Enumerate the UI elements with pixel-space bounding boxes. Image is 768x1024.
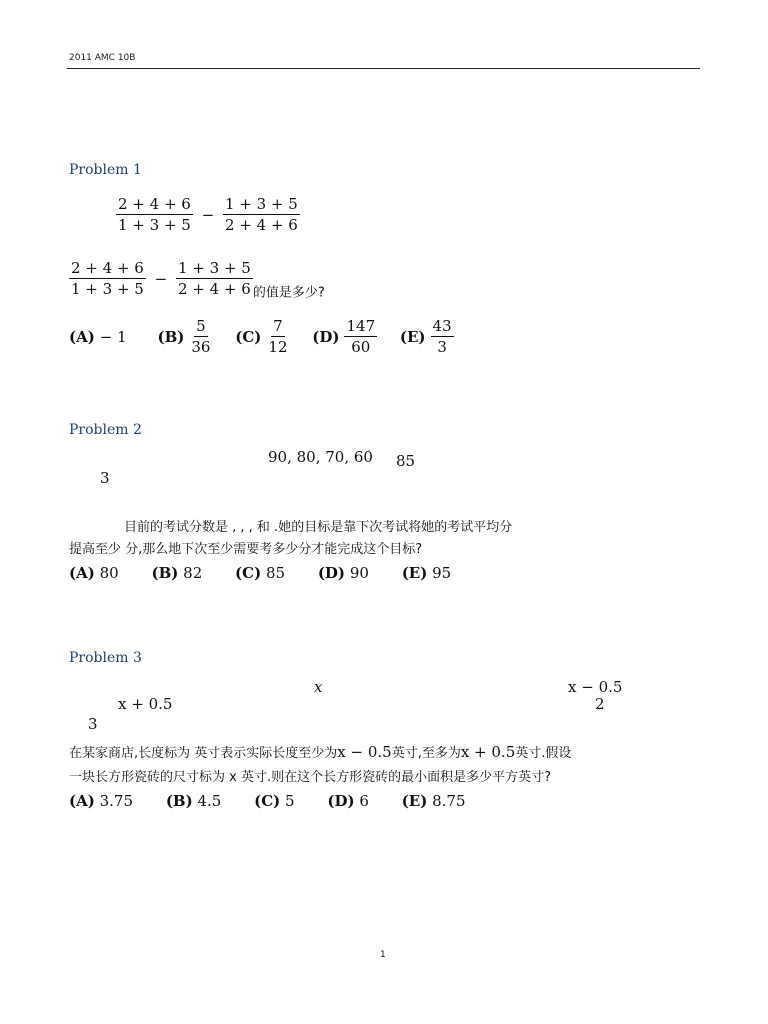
choice-label: (B) [151,564,179,582]
problem-2-target: 85 [396,452,416,470]
math-inline: x + 0.5 [460,743,516,761]
choice-b[interactable] [152,564,203,582]
page-header: 2011 AMC 10B [69,53,136,63]
choice-c[interactable] [235,318,289,355]
choice-label: (A) [69,792,95,810]
denominator: 1 + 3 + 5 [118,216,191,234]
choice-e[interactable] [400,318,454,355]
problem-3-title: Problem 3 [69,650,142,666]
choice-a[interactable] [69,328,127,346]
problem-2-increment: 3 [100,469,110,487]
choice-label: (D) [312,327,340,346]
problem-3-two: 2 [595,695,605,713]
choice-c[interactable] [254,792,294,810]
choice-d[interactable] [327,792,369,810]
denominator: 2 + 4 + 6 [177,280,251,298]
math-inline: x − 0.5 [337,743,392,761]
problem-2-text-line-2: 提高至少 分,那么地下次至少需要考多少分才能完成这个目标? [69,542,423,557]
choice-label: (C) [235,327,262,346]
minus-sign: − [154,269,168,288]
problem-3-text-line-2: 一块长方形瓷砖的尺寸标为 x 英寸.则在这个长方形瓷砖的最小面积是多少平方英寸? [69,770,551,785]
problem-1-question [69,260,325,301]
question-text: 的值是多少? [252,285,325,301]
choice-value: 85 [265,564,286,582]
problem-3-lower-bound: x − 0.5 [568,678,623,696]
choice-b[interactable] [166,792,222,810]
header-rule [67,68,700,69]
problem-3-upper-bound: x + 0.5 [118,695,173,713]
fraction [189,318,212,355]
numerator: 147 [346,317,376,335]
numerator: 2 + 4 + 6 [71,259,144,277]
choice-e[interactable] [402,564,452,582]
choice-value: 82 [183,564,203,582]
denominator: 12 [268,338,288,356]
problem-3-text-line-1 [69,742,571,761]
fraction [266,318,289,355]
choice-label: (A) [69,564,95,582]
problem-3-var-x: x [314,678,323,696]
numerator: 7 [273,317,283,335]
problem-2-scores: 90, 80, 70, 60 [268,448,373,466]
choice-label: (E) [401,564,428,582]
choice-label: (E) [399,327,426,346]
numerator: 1 + 3 + 5 [177,259,251,277]
numerator: 1 + 3 + 5 [224,195,298,213]
problem-2-text-line-1: 目前的考试分数是 , , , 和 .她的目标是靠下次考试将她的考试平均分 [124,520,513,535]
page-number: 1 [380,950,386,960]
choice-c[interactable] [235,564,285,582]
problem-2-title: Problem 2 [69,422,142,438]
choice-value: 3.75 [99,792,134,810]
choice-value: 6 [359,792,369,810]
fraction [176,260,253,297]
fraction [431,318,454,355]
fraction [116,196,193,233]
choice-label: (B) [157,327,185,346]
choice-value: 80 [99,564,119,582]
choice-value: 5 [285,792,295,810]
choice-label: (B) [165,792,193,810]
minus-sign: − [201,205,215,224]
choice-value: 8.75 [432,792,466,810]
problem-2-choices [69,564,479,582]
choice-b[interactable] [158,318,213,355]
denominator: 36 [191,338,211,356]
choice-e[interactable] [402,792,466,810]
choice-label: (C) [254,792,281,810]
text-segment: 英寸.假设 [515,746,572,761]
choice-value: 95 [432,564,452,582]
choice-a[interactable] [69,564,119,582]
problem-1-choices [69,318,472,355]
fraction [223,196,300,233]
choice-label: (D) [327,792,355,810]
fraction [344,318,377,355]
denominator: 1 + 3 + 5 [71,280,144,298]
problem-1-display-expression [116,196,300,233]
choice-d[interactable] [312,318,377,355]
choice-a[interactable] [69,792,133,810]
text-segment: 在某家商店,长度标为 英寸表示实际长度至少为 [69,746,338,761]
denominator: 60 [351,338,371,356]
problem-3-three: 3 [88,715,98,733]
choice-label: (E) [401,792,428,810]
choice-value: − 1 [99,327,127,346]
choice-value: 4.5 [197,792,222,810]
choice-value: 90 [349,564,369,582]
fraction [69,260,146,297]
problem-3-choices [69,792,494,810]
numerator: 2 + 4 + 6 [118,195,191,213]
choice-label: (D) [317,564,346,582]
problem-1-title: Problem 1 [69,162,142,178]
text-segment: 英寸,至多为 [391,746,461,761]
choice-label: (A) [69,327,95,346]
numerator: 43 [432,317,452,335]
numerator: 5 [196,317,206,335]
choice-label: (C) [235,564,262,582]
denominator: 2 + 4 + 6 [224,216,298,234]
denominator: 3 [437,338,447,356]
choice-d[interactable] [318,564,369,582]
